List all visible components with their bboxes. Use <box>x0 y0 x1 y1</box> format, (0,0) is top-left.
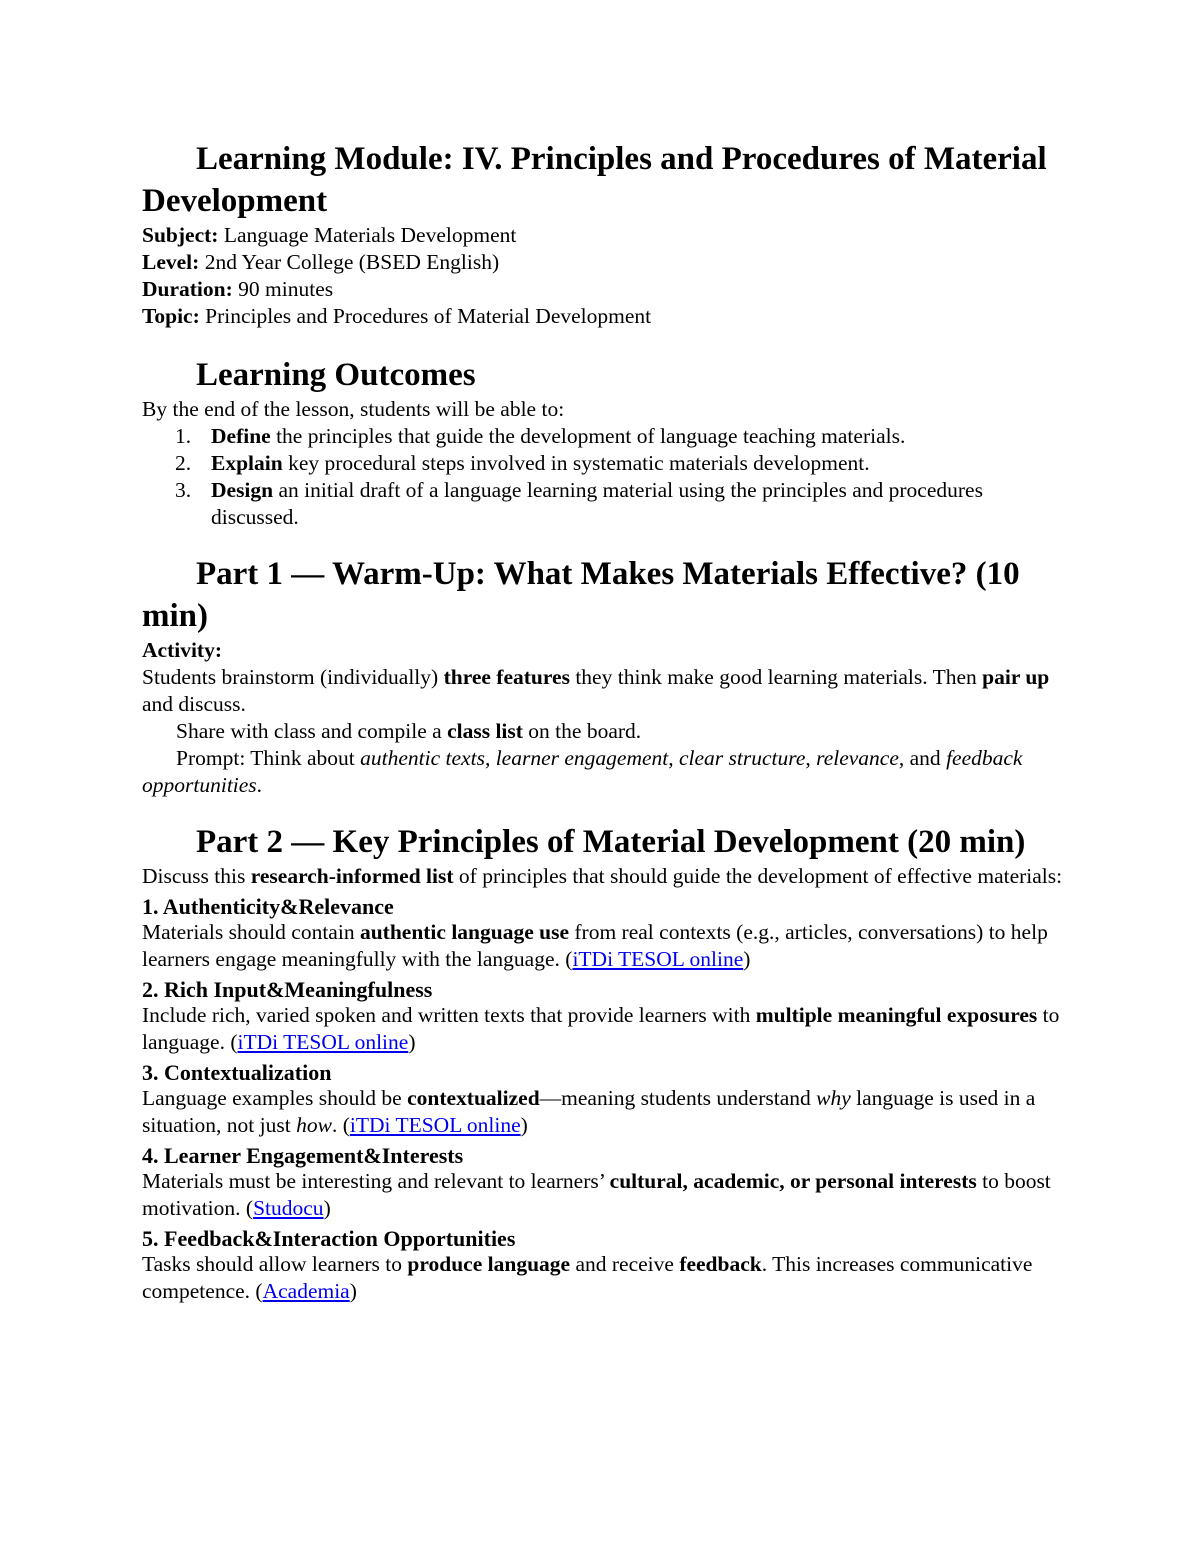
source-link[interactable]: iTDi TESOL online <box>349 1113 521 1137</box>
list-item: 2. Explain key procedural steps involved in systematic materials development. <box>175 451 870 475</box>
principle-text: Tasks should allow learners to produce language and receive feedback. This increases communicative competence. (Academia) <box>142 1252 1033 1303</box>
module-meta <box>142 222 1072 330</box>
outcomes-list <box>142 423 1072 531</box>
list-item: 3. Design an initial draft of a language learning material using the principles and procedures discussed. <box>175 478 983 529</box>
source-link[interactable]: iTDi TESOL online <box>572 947 744 971</box>
part1-paragraph: Students brainstorm (individually) three features they think make good learning materials. Then pair up and discuss. <box>142 665 1050 716</box>
document-body <box>142 138 1072 1305</box>
part1-share: Share with class and compile a class list on the board. <box>176 719 642 743</box>
source-link[interactable]: Studocu <box>253 1196 324 1220</box>
source-link[interactable]: Academia <box>262 1279 350 1303</box>
list-item: 1. Define the principles that guide the development of language teaching materials. <box>175 424 906 448</box>
principle-heading: 5. Feedback&Interaction Opportunities <box>142 1226 516 1251</box>
module-title: Learning Module: IV. Principles and Procedures of Material Development <box>142 141 1047 219</box>
source-link[interactable]: iTDi TESOL online <box>237 1030 409 1054</box>
principle-text: Materials should contain authentic language use from real contexts (e.g., articles, conversations) to help learners engage meaningfully with the language. (iTDi TESOL online) <box>142 920 1048 971</box>
principle-heading: 3. Contextualization <box>142 1060 332 1085</box>
meta-duration: Duration: 90 minutes <box>142 277 334 301</box>
principle-heading: 1. Authenticity&Relevance <box>142 894 394 919</box>
meta-level: Level: 2nd Year College (BSED English) <box>142 250 500 274</box>
outcomes-heading: Learning Outcomes <box>196 357 476 393</box>
principle-text: Materials must be interesting and relevant to learners’ cultural, academic, or personal interests to boost motivation. (Studocu) <box>142 1169 1051 1220</box>
principle-text: Include rich, varied spoken and written texts that provide learners with multiple meaningful exposures to language. (iTDi TESOL online) <box>142 1003 1060 1054</box>
part2-heading: Part 2 — Key Principles of Material Development (20 min) <box>196 824 1026 860</box>
part1-prompt: Prompt: Think about authentic texts, learner engagement, clear structure, relevance, and feedback opportunities. <box>142 746 1023 797</box>
principle-text: Language examples should be contextualized—meaning students understand why language is used in a situation, not just how. (iTDi TESOL online) <box>142 1086 1036 1137</box>
meta-subject: Subject: Language Materials Development <box>142 223 517 247</box>
part1-heading: Part 1 — Warm-Up: What Makes Materials Effective? (10 min) <box>142 556 1020 634</box>
meta-topic: Topic: Principles and Procedures of Material Development <box>142 304 652 328</box>
activity-label: Activity: <box>142 638 222 662</box>
outcomes-intro: By the end of the lesson, students will be able to: <box>142 397 565 421</box>
part2-intro: Discuss this research-informed list of principles that should guide the development of effective materials: <box>142 864 1063 888</box>
principle-heading: 2. Rich Input&Meaningfulness <box>142 977 433 1002</box>
principle-heading: 4. Learner Engagement&Interests <box>142 1143 464 1168</box>
